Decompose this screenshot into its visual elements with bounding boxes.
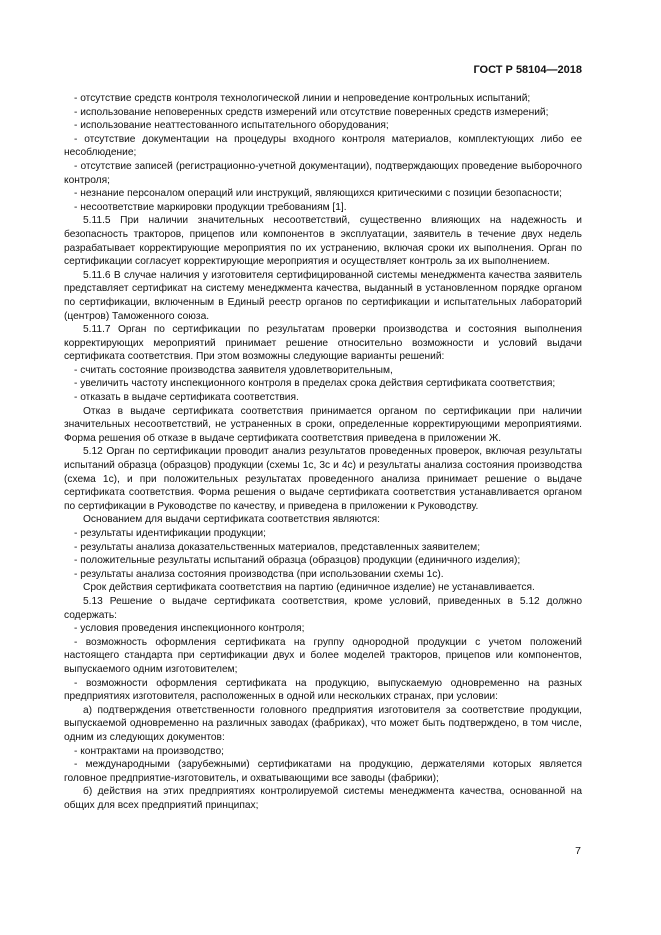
paragraph: - использование неповеренных средств измерений или отсутствие поверенных средств измерений; [74,106,549,118]
paragraph: - отсутствие документации на процедуры входного контроля материалов, комплектующих либо ее несоблюдение; [64,133,582,159]
paragraph: 5.12 Орган по сертификации проводит анализ результатов проведенных проверок, включая результаты испытаний образца (образцов) продукции (схемы 1с, 3с и 4с) и результаты анализа состояния производства (схема 1с), и при положительных результатах проведенного анализа принимает решение о выдаче сертификата соответствия. Форма решения о выдаче сертификата соответствия устанавливается органом по сертификации в Руководстве по качеству, и приведена в приложении к Руководству. [64,446,582,512]
paragraph: - результаты анализа доказательственных материалов, представленных заявителем; [74,541,481,553]
paragraph: - использование неаттестованного испытательного оборудования; [74,120,389,132]
paragraph: - отсутствие записей (регистрационно-учетной документации), подтверждающих проведение выборочного контроля; [64,160,582,186]
paragraph: 5.11.6 В случае наличия у изготовителя сертифицированной системы менеджмента качества заявитель представляет сертификат на систему менеджмента качества, выданный в установленном порядке органом по сертификации, включенным в Единый реестр органов по сертификации и испытательных лабораторий (центров) Таможенного союза. [64,269,582,322]
paragraph: - отсутствие средств контроля технологической линии и непроведение контрольных испытаний; [74,93,531,104]
paragraph: - несоответствие маркировки продукции требованиям [1]. [74,201,347,213]
paragraph: - результаты идентификации продукции; [74,528,266,539]
paragraph: Отказ в выдаче сертификата соответствия принимается органом по сертификации при наличии значительных несоответствий, не устраненных в сроки, определенные корректирующими мероприятиями. Форма решения об отказе в выдаче сертификата соответствия приведена в приложении Ж. [64,405,582,444]
paragraph: Основанием для выдачи сертификата соответствия являются: [83,514,381,526]
paragraph: - международными (зарубежными) сертификатами на продукцию, держателями которых является головное предприятие-изготовитель, и охватывающими все заводы (фабрики); [64,759,582,784]
paragraph: - контрактами на производство; [74,745,224,757]
paragraph: - увеличить частоту инспекционного контроля в пределах срока действия сертификата соответствия; [74,378,556,390]
paragraph: - результаты анализа состояния производства (при использовании схемы 1с). [74,568,444,580]
paragraph: - считать состояние производства заявителя удовлетворительным, [74,364,393,376]
paragraph: Срок действия сертификата соответствия на партию (единичное изделие) не устанавливается. [83,582,535,594]
paragraph: - отказать в выдаче сертификата соответствия. [74,392,299,404]
paragraph: - незнание персоналом операций или инструкций, являющихся критическими с позиции безопасности; [74,188,562,200]
paragraph: а) подтверждения ответственности головного предприятия изготовителя за соответствие продукции, выпускаемой одновременно на различных заводах (фабриках), что может быть подтверждено, в том числе, одним из следующих документов: [64,704,582,743]
paragraph: - возможности оформления сертификата на продукцию, выпускаемую одновременно на разных предприятиях изготовителя, расположенных в одной или нескольких странах, при условии: [64,677,582,703]
paragraph: - условия проведения инспекционного контроля; [74,623,305,635]
paragraph: 5.11.5 При наличии значительных несоответствий, существенно влияющих на надежность и безопасность тракторов, прицепов или компонентов в эксплуатации, заявитель в течение двух недель разрабатывает корректирующие мероприятия по их устранению, включая сроки их выполнения. Орган по сертификации согласует корректирующие мероприятия и осуществляет контроль за их выполнением. [64,215,582,268]
paragraph: - возможность оформления сертификата на группу однородной продукции с учетом положений настоящего стандарта при сертификации двух и более моделей тракторов, прицепов или компонентов, выпускаемого одним изготовителем; [64,636,582,675]
page-number: 7 [575,845,581,857]
document-code: ГОСТ Р 58104—2018 [473,64,582,76]
document-body [64,92,582,812]
paragraph: 5.13 Решение о выдаче сертификата соответствия, кроме условий, приведенных в 5.12 должно содержать: [64,595,582,621]
paragraph: 5.11.7 Орган по сертификации по результатам проверки производства и состояния выполнения корректирующих мероприятий принимает решение относительно возможности и условий выдачи сертификата соответствия. При этом возможны следующие варианты решений: [64,324,582,363]
paragraph: - положительные результаты испытаний образца (образцов) продукции (единичного изделия); [74,555,521,567]
paragraph: б) действия на этих предприятиях контролируемой системы менеджмента качества, основанной на общих для всех предприятий принципах; [64,786,582,811]
